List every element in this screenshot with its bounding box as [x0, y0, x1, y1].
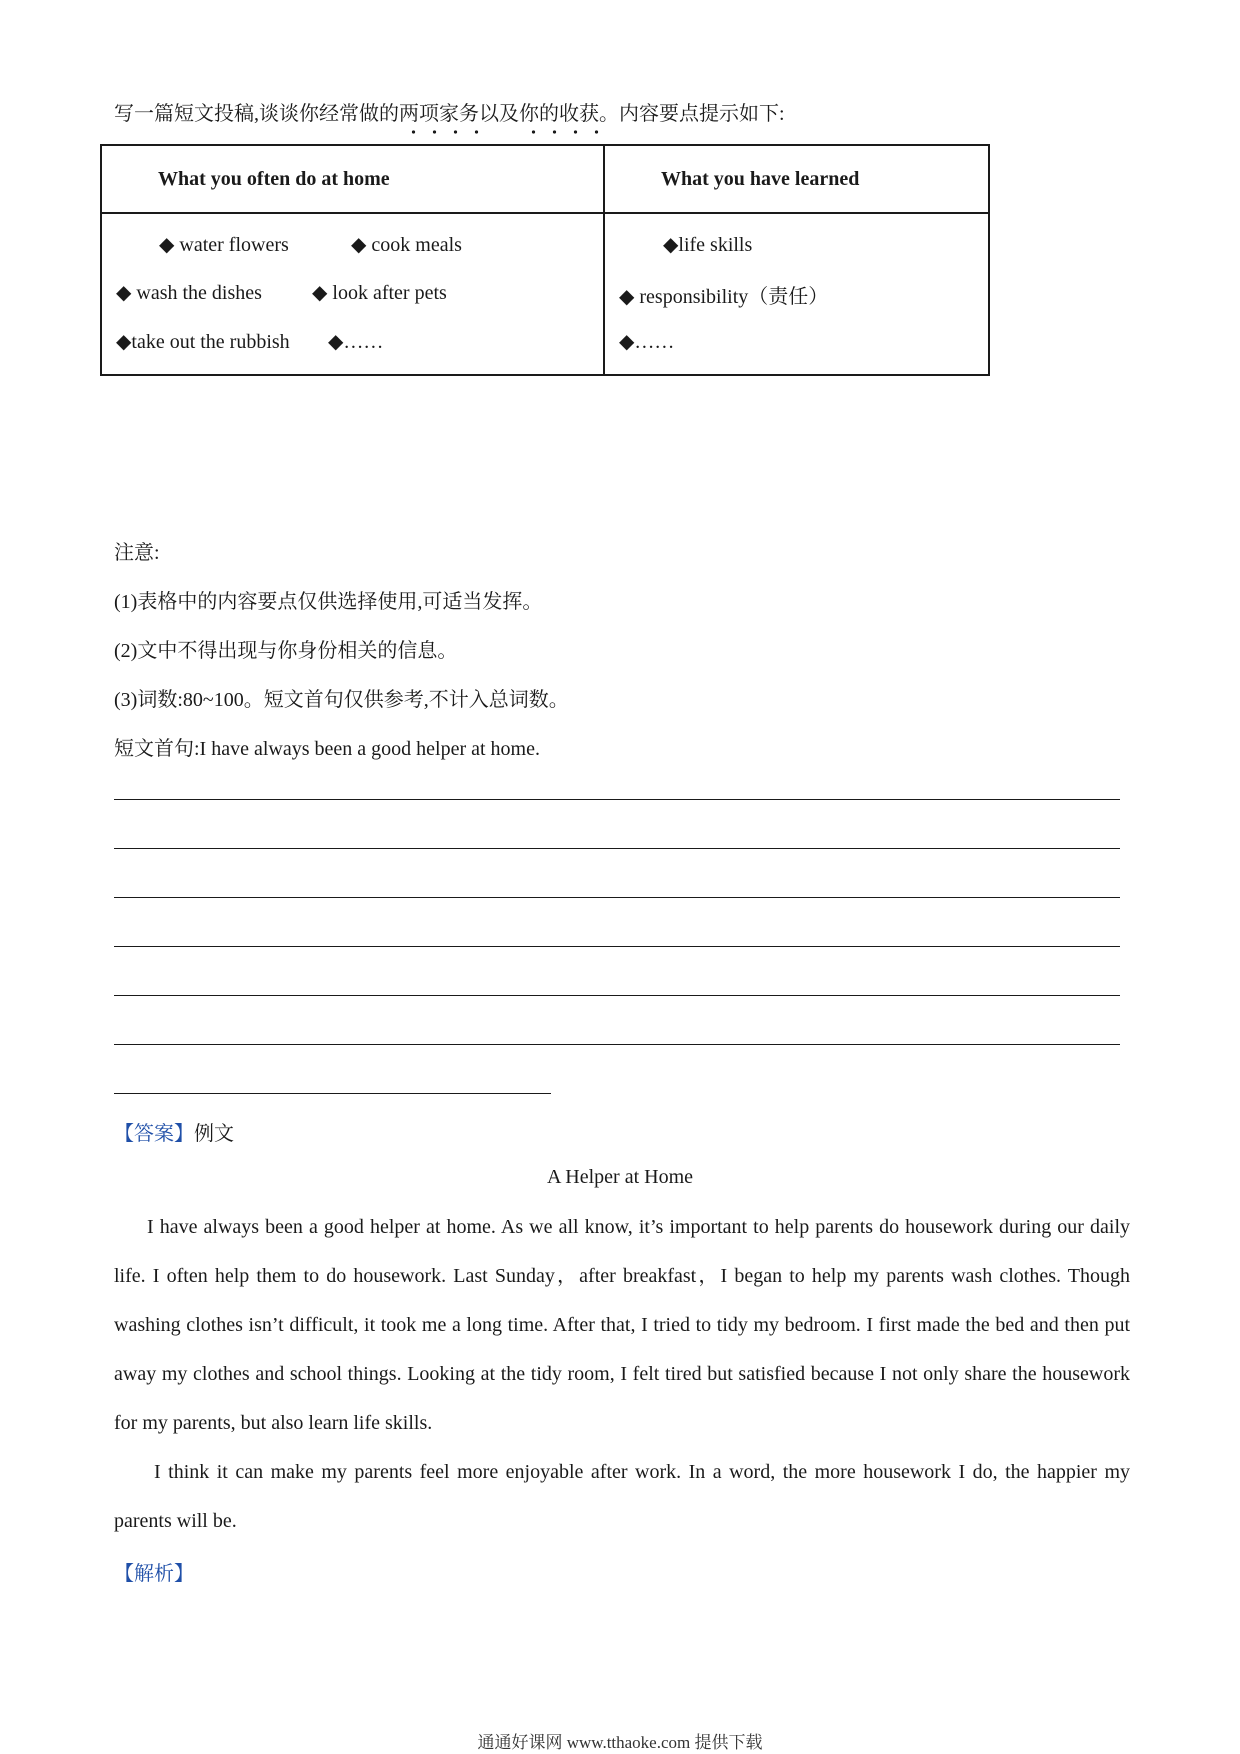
writing-line[interactable]	[114, 848, 1120, 849]
answer-label: 例文	[194, 1123, 234, 1145]
instruction-middle: 以及	[479, 103, 519, 125]
analysis-tag: 【解析】	[114, 1563, 194, 1585]
writing-line[interactable]	[114, 995, 1120, 996]
instruction-emphasis-gains	[519, 103, 599, 125]
list-item: ◆ cook meals	[351, 234, 462, 256]
instruction-before: 写一篇短文投稿,谈谈你经常做的	[114, 103, 399, 125]
note-item: (2)文中不得出现与你身份相关的信息。	[114, 640, 458, 662]
writing-line[interactable]	[114, 799, 1120, 800]
note-item: (1)表格中的内容要点仅供选择使用,可适当发挥。	[114, 591, 543, 613]
instruction-emphasis-housework	[399, 103, 479, 125]
list-item: ◆ responsibility（责任）	[619, 286, 829, 308]
note-item: (3)词数:80~100。短文首句仅供参考,不计入总词数。	[114, 689, 569, 711]
footer-watermark: 通通好课网 www.tthaoke.com 提供下载	[477, 1733, 763, 1752]
left-cell	[101, 213, 604, 375]
right-cell	[604, 213, 989, 375]
header-often-do: What you often do at home	[101, 145, 604, 213]
answer-tag: 【答案】	[114, 1123, 194, 1145]
emphasis-dots	[519, 130, 599, 134]
list-item: ◆ look after pets	[312, 282, 447, 304]
answer-heading	[114, 1117, 234, 1146]
list-item: ◆ wash the dishes	[116, 282, 262, 304]
essay-paragraph: I think it can make my parents feel more enjoyable after work. In a word, the more housework I do, the happier my parents will be.	[114, 1461, 1130, 1532]
list-item: ◆……	[619, 331, 675, 353]
list-item: ◆ water flowers	[159, 234, 289, 256]
table-header-row	[101, 145, 989, 213]
content-points-table	[100, 144, 990, 376]
writing-line[interactable]	[114, 1093, 551, 1094]
list-item: ◆take out the rubbish	[116, 331, 290, 353]
instruction-after: 。内容要点提示如下:	[599, 103, 785, 125]
instruction-emph1-text: 两项家务	[399, 103, 479, 125]
header-learned: What you have learned	[604, 145, 989, 213]
essay-paragraph: I have always been a good helper at home. As we all know, it’s important to help parents do housework during our daily life. I often help them to do housework. Last Sunday，after breakfast，I began to help my parents wash clothes. Though washing clothes isn’t difficult, it took me a long time. After that, I tried to tidy my bedroom. I first made the bed and then put away my clothes and school things. Looking at the tidy room, I felt tired but satisfied because I not only share the housework for my parents, but also learn life skills.	[114, 1216, 1130, 1434]
list-item: ◆life skills	[663, 234, 753, 256]
writing-line[interactable]	[114, 946, 1120, 947]
notes-title: 注意:	[114, 542, 160, 564]
writing-line[interactable]	[114, 897, 1120, 898]
writing-line[interactable]	[114, 1044, 1120, 1045]
first-sentence: 短文首句:I have always been a good helper at home.	[114, 738, 540, 760]
list-item: ◆……	[328, 331, 384, 353]
emphasis-dots	[399, 130, 479, 134]
essay-title: A Helper at Home	[546, 1166, 694, 1188]
instruction	[114, 97, 785, 126]
instruction-emph2-text: 你的收获	[519, 103, 599, 125]
table-body-row	[101, 213, 989, 375]
